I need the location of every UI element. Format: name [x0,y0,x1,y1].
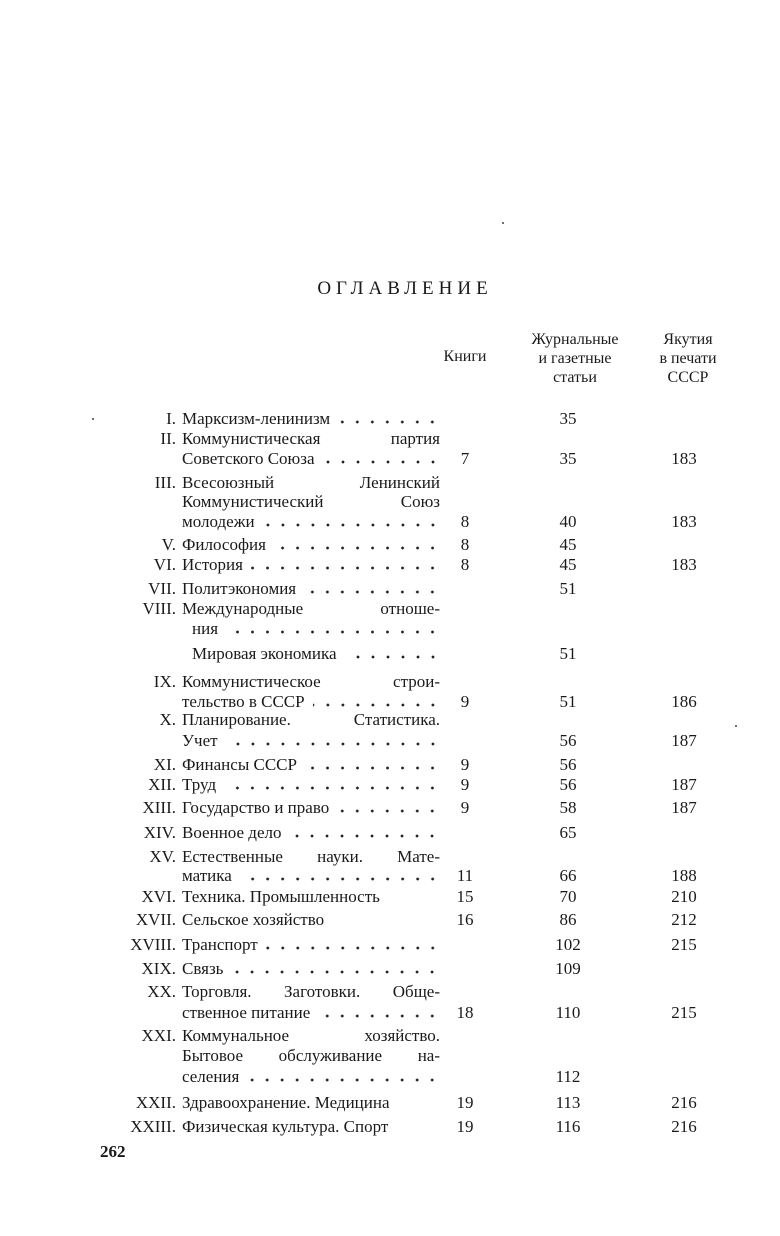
entry-title-line [182,959,440,979]
scan-speck [735,725,737,727]
entry-title-line [182,1093,440,1113]
books-page: 9 [460,692,470,711]
entry-numeral: XIX. [141,959,176,978]
entry-title-line [182,935,440,955]
yakutia-page: 215 [671,1003,697,1022]
articles-page: 56 [559,731,577,750]
entry-title-line: Бытовое обслуживание на- [182,1046,440,1065]
dot-leader [274,546,440,550]
entry-title-text: тельство в СССР [182,692,305,711]
entry-title-text: Государство и право [182,798,330,817]
header-line: СССР [667,369,709,386]
entry-title-text: ственное питание [182,1003,311,1022]
entry-numeral: XII. [148,775,176,794]
entry-title-text: История [182,555,243,574]
dot-leader [263,523,440,527]
entry-title-text: селения [182,1067,240,1086]
entry-title-line: Всесоюзный Ленинский [182,473,440,492]
articles-page: 86 [559,910,577,929]
entry-numeral: XVIII. [130,935,176,954]
entry-numeral: V. [161,535,176,554]
articles-page: 110 [555,1003,581,1022]
entry-numeral: VI. [153,555,176,574]
dot-leader [345,655,441,659]
yakutia-page: 215 [671,935,697,954]
entry-title-text: Труд [182,775,217,794]
entry-title-text: Марксизм-ленинизм [182,409,331,428]
articles-page: 58 [559,798,577,817]
entry-numeral: XVI. [141,887,176,906]
entry-title-text: молодежи [182,512,255,531]
entry-numeral: VIII. [142,599,176,618]
entry-numeral: XXI. [141,1026,176,1045]
entry-title-line [182,887,440,907]
entry-title-text: Связь [182,959,224,978]
entry-title-text: Учет [182,731,218,750]
entry-title-line: Международные отноше- [182,599,440,618]
articles-page: 102 [555,935,581,954]
books-page: 19 [456,1093,474,1112]
entry-title-line [182,449,440,469]
page-number: 262 [100,1142,126,1161]
entry-numeral: XXIII. [130,1117,176,1136]
entry-title-text: Техника. Промышленность [182,887,380,906]
entry-title-text: ния [192,619,219,638]
dot-leader [224,786,440,790]
column-header-books: Книги [443,348,487,365]
books-page: 16 [456,910,474,929]
articles-page: 35 [559,449,577,468]
header-line: статьи [553,369,597,386]
entry-title-text: Советского Союза [182,449,315,468]
entry-numeral: VII. [148,579,176,598]
dot-leader [231,970,440,974]
entry-numeral: XI. [153,755,176,774]
books-page: 9 [460,798,470,817]
page-title: ОГЛАВЛЕНИЕ [317,278,493,299]
entry-title-line [182,731,440,751]
column-header-yakutia [643,330,733,387]
books-page: 9 [460,755,470,774]
books-page: 19 [456,1117,474,1136]
header-line: и газетные [538,350,612,367]
entry-numeral: III. [154,473,176,492]
articles-page: 112 [555,1067,581,1086]
books-page: 11 [456,866,474,885]
articles-page: 113 [555,1093,581,1112]
dot-leader [305,766,440,770]
entry-numeral: XX. [147,982,176,1001]
entry-numeral: II. [160,429,176,448]
yakutia-page: 212 [671,910,697,929]
entry-numeral: XV. [149,847,176,866]
yakutia-page: 183 [671,512,697,531]
yakutia-page: 210 [671,887,697,906]
yakutia-page: 216 [671,1093,697,1112]
entry-title-text: Финансы СССР [182,755,297,774]
entry-title-line [182,775,440,795]
articles-page: 51 [559,692,577,711]
books-page: 7 [460,449,470,468]
entry-title-line: Коммунистический Союз [182,492,440,511]
entry-title-line: Естественные науки. Мате- [182,847,440,866]
entry-title-text: Политэкономия [182,579,297,598]
scan-speck [92,418,94,420]
articles-page: 109 [555,959,581,978]
entry-numeral: XIV. [143,823,176,842]
dot-leader [266,946,440,950]
entry-title-text: Физическая культура. Спорт [182,1117,389,1136]
yakutia-page: 186 [671,692,697,711]
entry-title-text: Философия [182,535,266,554]
entry-title-text: матика [182,866,232,885]
entry-title-line [182,755,440,775]
entry-title-text: Здравоохранение. Медицина [182,1093,390,1112]
books-page: 9 [460,775,470,794]
dot-leader [318,1014,440,1018]
entry-title-text: Мировая экономика [192,644,337,663]
books-page: 15 [456,887,474,906]
entry-title-line [182,579,440,599]
dot-leader [226,742,440,746]
articles-page: 56 [559,775,577,794]
entry-numeral: XIII. [142,798,176,817]
books-page: 8 [460,512,470,531]
entry-title-line: Планирование. Статистика. [182,710,440,729]
entry-title-text: Транспорт [182,935,258,954]
header-line: Журнальные [531,331,619,348]
yakutia-page: 187 [671,731,697,750]
column-header-articles [515,330,635,387]
entry-numeral: IX. [153,672,176,691]
articles-page: 70 [559,887,577,906]
entry-title-line [182,555,440,575]
articles-page: 40 [559,512,577,531]
entry-numeral: XVII. [135,910,176,929]
entry-title-line: Торговля. Заготовки. Обще- [182,982,440,1001]
entry-title-text: Военное дело [182,823,282,842]
dot-leader [337,809,440,813]
entry-numeral: X. [159,710,176,729]
dot-leader [251,566,440,570]
articles-page: 116 [555,1117,581,1136]
articles-page: 56 [559,755,577,774]
entry-title-line: Коммунальное хозяйство. [182,1026,440,1045]
dot-leader [323,460,441,464]
entry-title-line [182,1003,440,1023]
articles-page: 45 [559,535,577,554]
header-line: Якутия [663,331,713,348]
entry-numeral: XXII. [135,1093,176,1112]
entry-title-line [192,644,440,664]
dot-leader [240,877,440,881]
articles-page: 35 [559,409,577,428]
articles-page: 65 [559,823,577,842]
dot-leader [226,630,440,634]
yakutia-page: 216 [671,1117,697,1136]
articles-page: 51 [559,579,577,598]
articles-page: 45 [559,555,577,574]
entry-title-line [182,866,440,886]
books-page: 18 [456,1003,474,1022]
yakutia-page: 187 [671,775,697,794]
entry-title-line [182,1117,440,1137]
entry-title-line [182,692,440,712]
entry-numeral: I. [166,409,176,428]
entry-title-text: Сельское хозяйство [182,910,325,929]
dot-leader [304,590,440,594]
entry-title-line: Коммунистическая партия [182,429,440,448]
entry-title-line [182,535,440,555]
books-page: 8 [460,535,470,554]
scan-speck [502,222,504,224]
yakutia-page: 187 [671,798,697,817]
dot-leader [338,420,440,424]
entry-title-line [192,619,440,639]
entry-title-line [182,798,440,818]
articles-page: 51 [559,644,577,663]
entry-title-line [182,910,440,930]
books-page: 8 [460,555,470,574]
yakutia-page: 188 [671,866,697,885]
header-line: в печати [659,350,717,367]
entry-title-line [182,1067,440,1087]
entry-title-line [182,512,440,532]
dot-leader [247,1078,440,1082]
entry-title-line: Коммунистическое строи- [182,672,440,691]
dot-leader [313,703,440,707]
entry-title-line [182,409,440,429]
articles-page: 66 [559,866,577,885]
dot-leader [289,834,440,838]
yakutia-page: 183 [671,555,697,574]
yakutia-page: 183 [671,449,697,468]
entry-title-line [182,823,440,843]
